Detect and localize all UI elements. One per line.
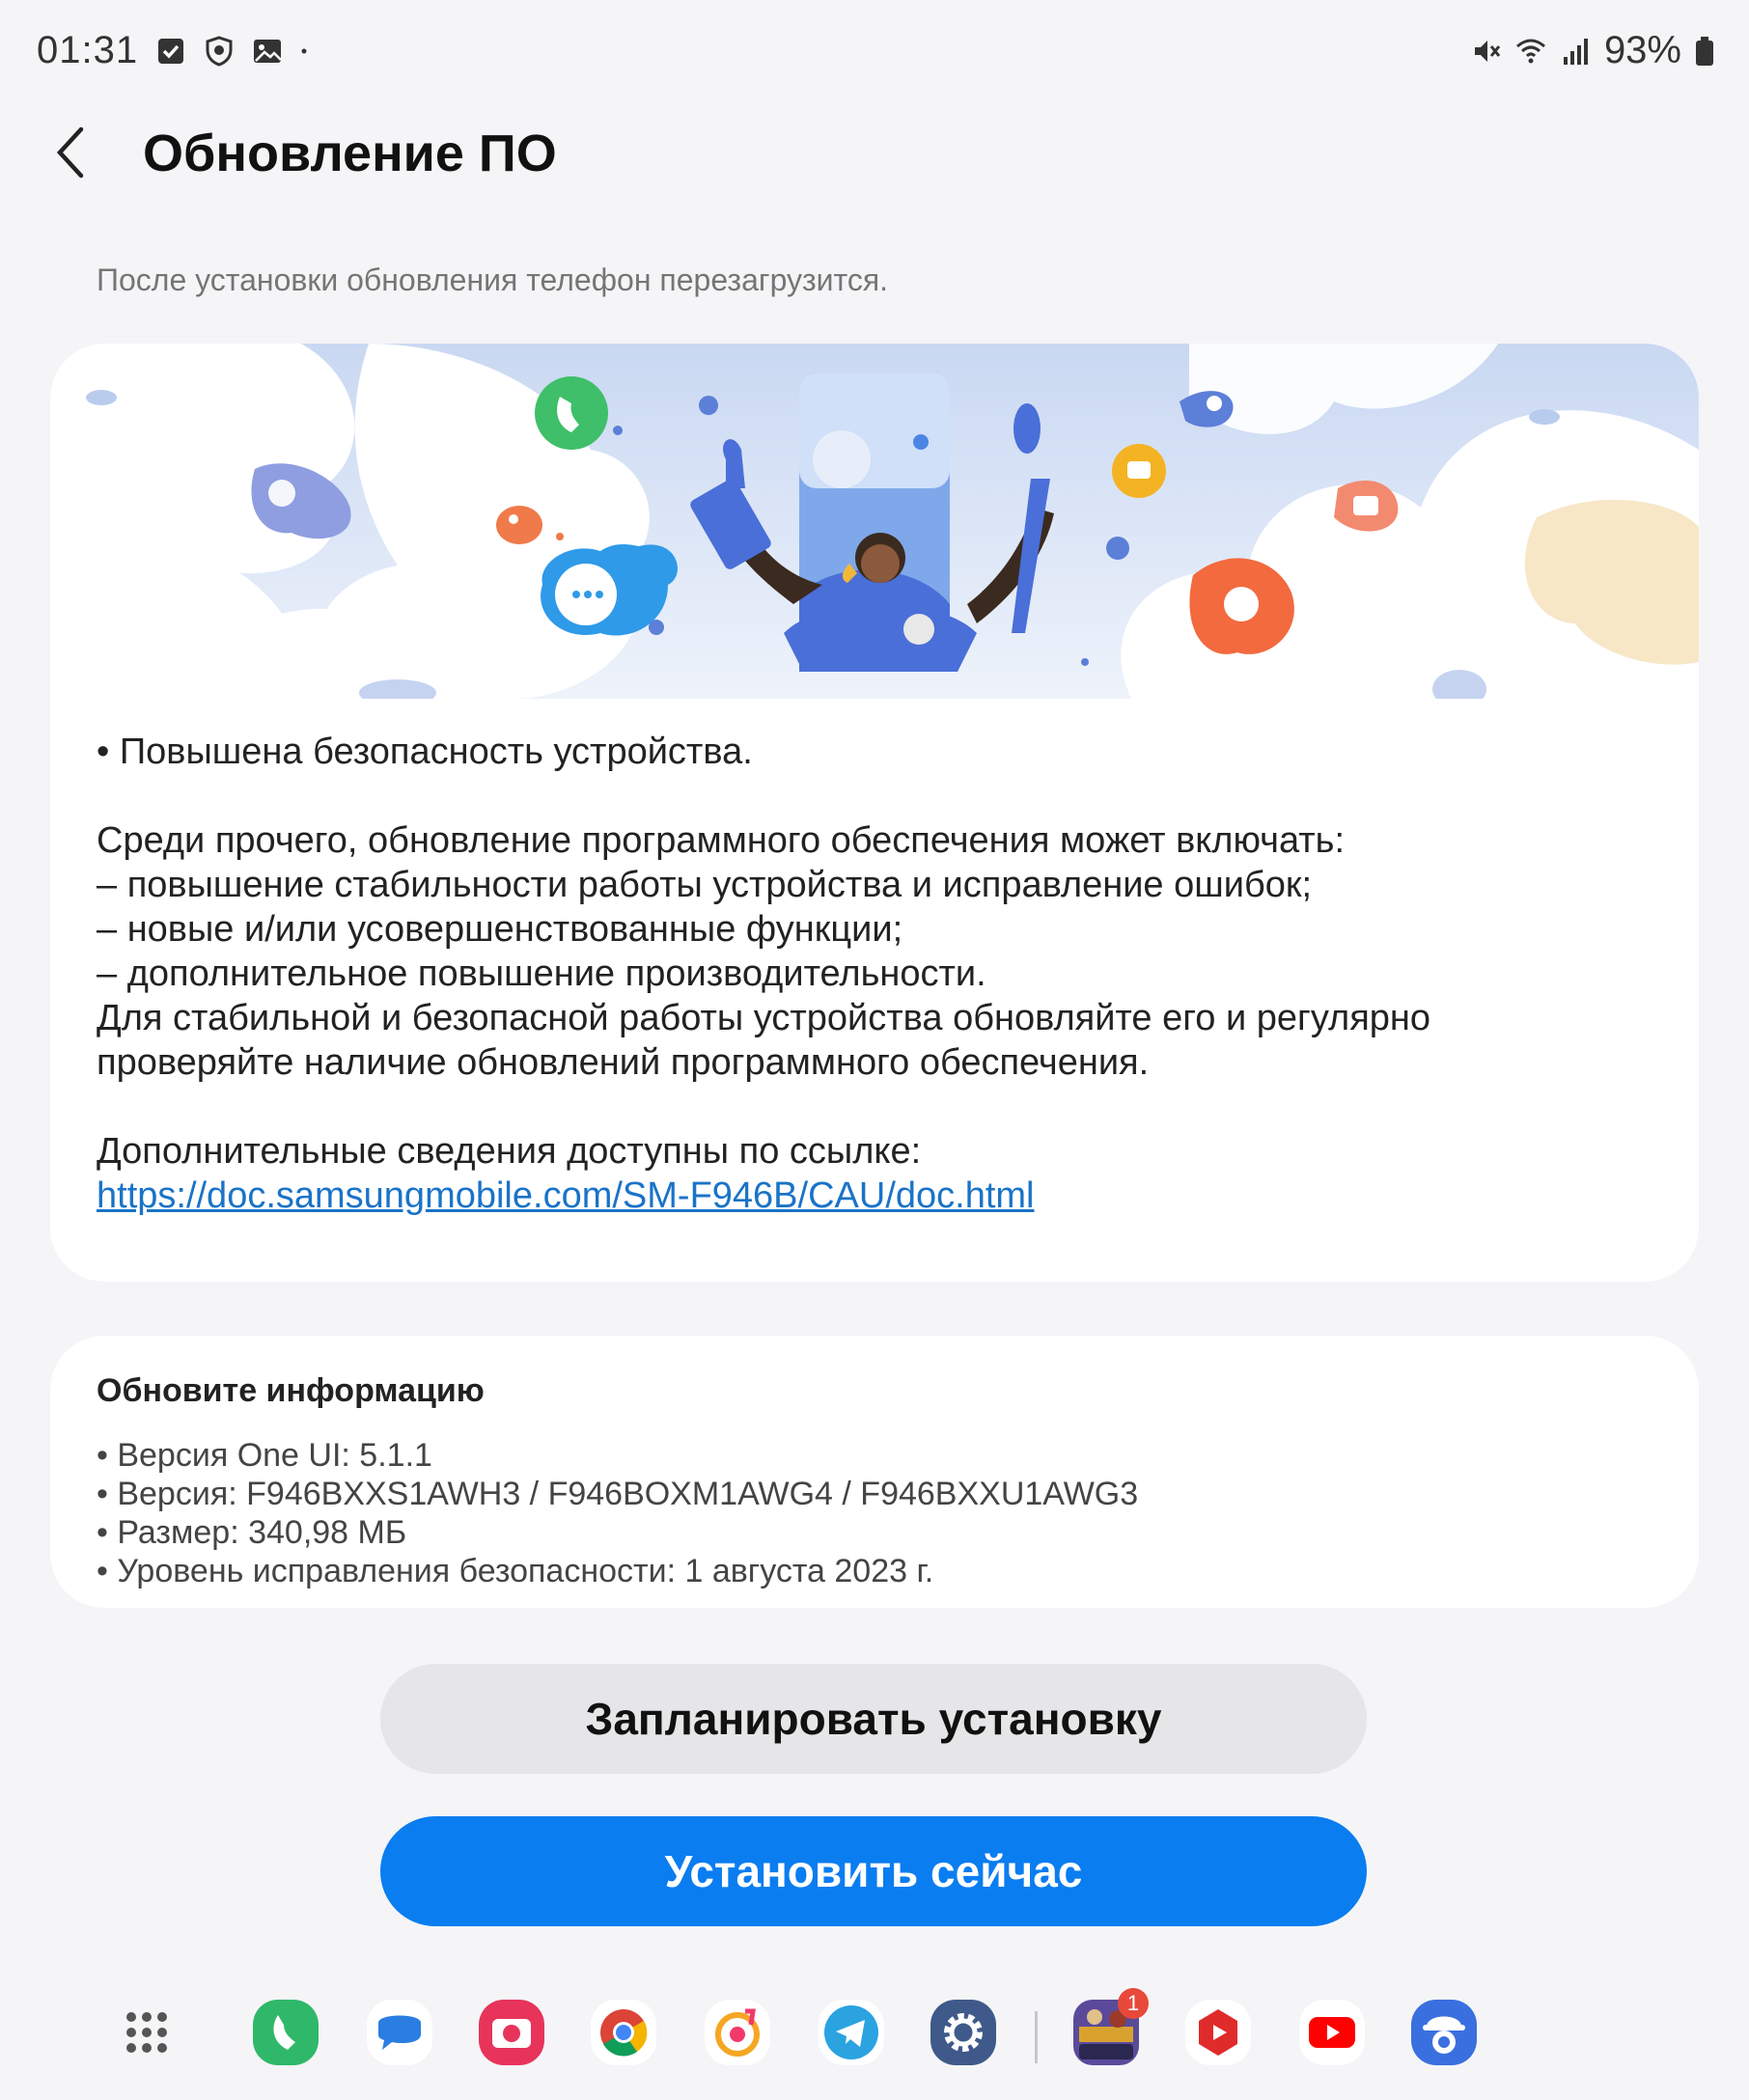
back-button[interactable]: [46, 122, 100, 183]
notes-line: – новые и/или усовершенствованные функции;: [97, 909, 903, 950]
scrolled-section-title: [97, 189, 1023, 224]
battery-icon: [1695, 36, 1714, 67]
update-info-card: [50, 1336, 1699, 1608]
notes-line: Среди прочего, обновление программного обеспечения может включать:: [97, 820, 1346, 861]
game-app-tile[interactable]: [1071, 1991, 1141, 2067]
check-icon: [155, 36, 186, 67]
apps-grid-icon[interactable]: [112, 1998, 181, 2067]
chrome-app-icon[interactable]: [589, 1998, 658, 2067]
gallery-icon: [252, 36, 283, 67]
shield-icon: [204, 36, 235, 67]
info-item-build-version: • Версия: F946BXXS1AWH3 / F946BOXM1AWG4 / F946BXXU1AWG3: [97, 1476, 1139, 1512]
camera-app-icon[interactable]: [477, 1998, 546, 2067]
status-right: [1471, 29, 1714, 72]
taskbar-dock: [0, 1991, 1749, 2085]
messages-app-icon[interactable]: [365, 1998, 434, 2067]
info-item-one-ui-version: • Версия One UI: 5.1.1: [97, 1437, 432, 1474]
notes-line: Дополнительные сведения доступны по ссылке:: [97, 1131, 922, 1172]
video-app-icon[interactable]: [1183, 1998, 1253, 2067]
dot-icon: [300, 36, 316, 67]
update-illustration: [50, 344, 1699, 699]
dock-divider: [1035, 2011, 1038, 2063]
status-left: [37, 29, 316, 72]
notes-line: – дополнительное повышение производительности.: [97, 953, 986, 994]
wifi-icon: [1515, 36, 1546, 67]
telegram-app-icon[interactable]: [817, 1998, 886, 2067]
notes-line: – повышение стабильности работы устройства и исправление ошибок;: [97, 865, 1313, 905]
phone-app-icon[interactable]: [251, 1998, 320, 2067]
section-subtitle: После установки обновления телефон перезагрузится.: [97, 262, 889, 297]
signal-icon: [1560, 36, 1591, 67]
status-bar: [0, 0, 1749, 102]
vpn-app-icon[interactable]: [1409, 1998, 1479, 2067]
release-notes-link[interactable]: https://doc.samsungmobile.com/SM-F946B/CAU/doc.html: [97, 1175, 1035, 1216]
music-app-icon[interactable]: [703, 1998, 772, 2067]
notification-badge: 1: [1118, 1988, 1149, 2019]
release-notes: [97, 730, 1660, 1218]
page-title: Обновление ПО: [143, 124, 557, 182]
mute-icon: [1471, 36, 1502, 67]
info-item-security-patch: • Уровень исправления безопасности: 1 августа 2023 г.: [97, 1553, 934, 1589]
info-title: Обновите информацию: [97, 1372, 485, 1409]
settings-app-icon[interactable]: [929, 1998, 998, 2067]
schedule-install-button[interactable]: Запланировать установку: [380, 1664, 1367, 1774]
release-notes-card: [50, 344, 1699, 1282]
info-list: [97, 1436, 1138, 1590]
youtube-app-icon[interactable]: [1297, 1998, 1367, 2067]
notes-line: • Повышена безопасность устройства.: [97, 732, 753, 772]
notes-line: проверяйте наличие обновлений программного обеспечения.: [97, 1042, 1150, 1083]
battery-percentage: 93%: [1603, 29, 1681, 71]
install-now-button[interactable]: Установить сейчас: [380, 1816, 1367, 1926]
info-item-size: • Размер: 340,98 МБ: [97, 1514, 407, 1551]
clock: 01:31: [37, 29, 139, 71]
notes-line: Для стабильной и безопасной работы устройства обновляйте его и регулярно: [97, 998, 1431, 1038]
